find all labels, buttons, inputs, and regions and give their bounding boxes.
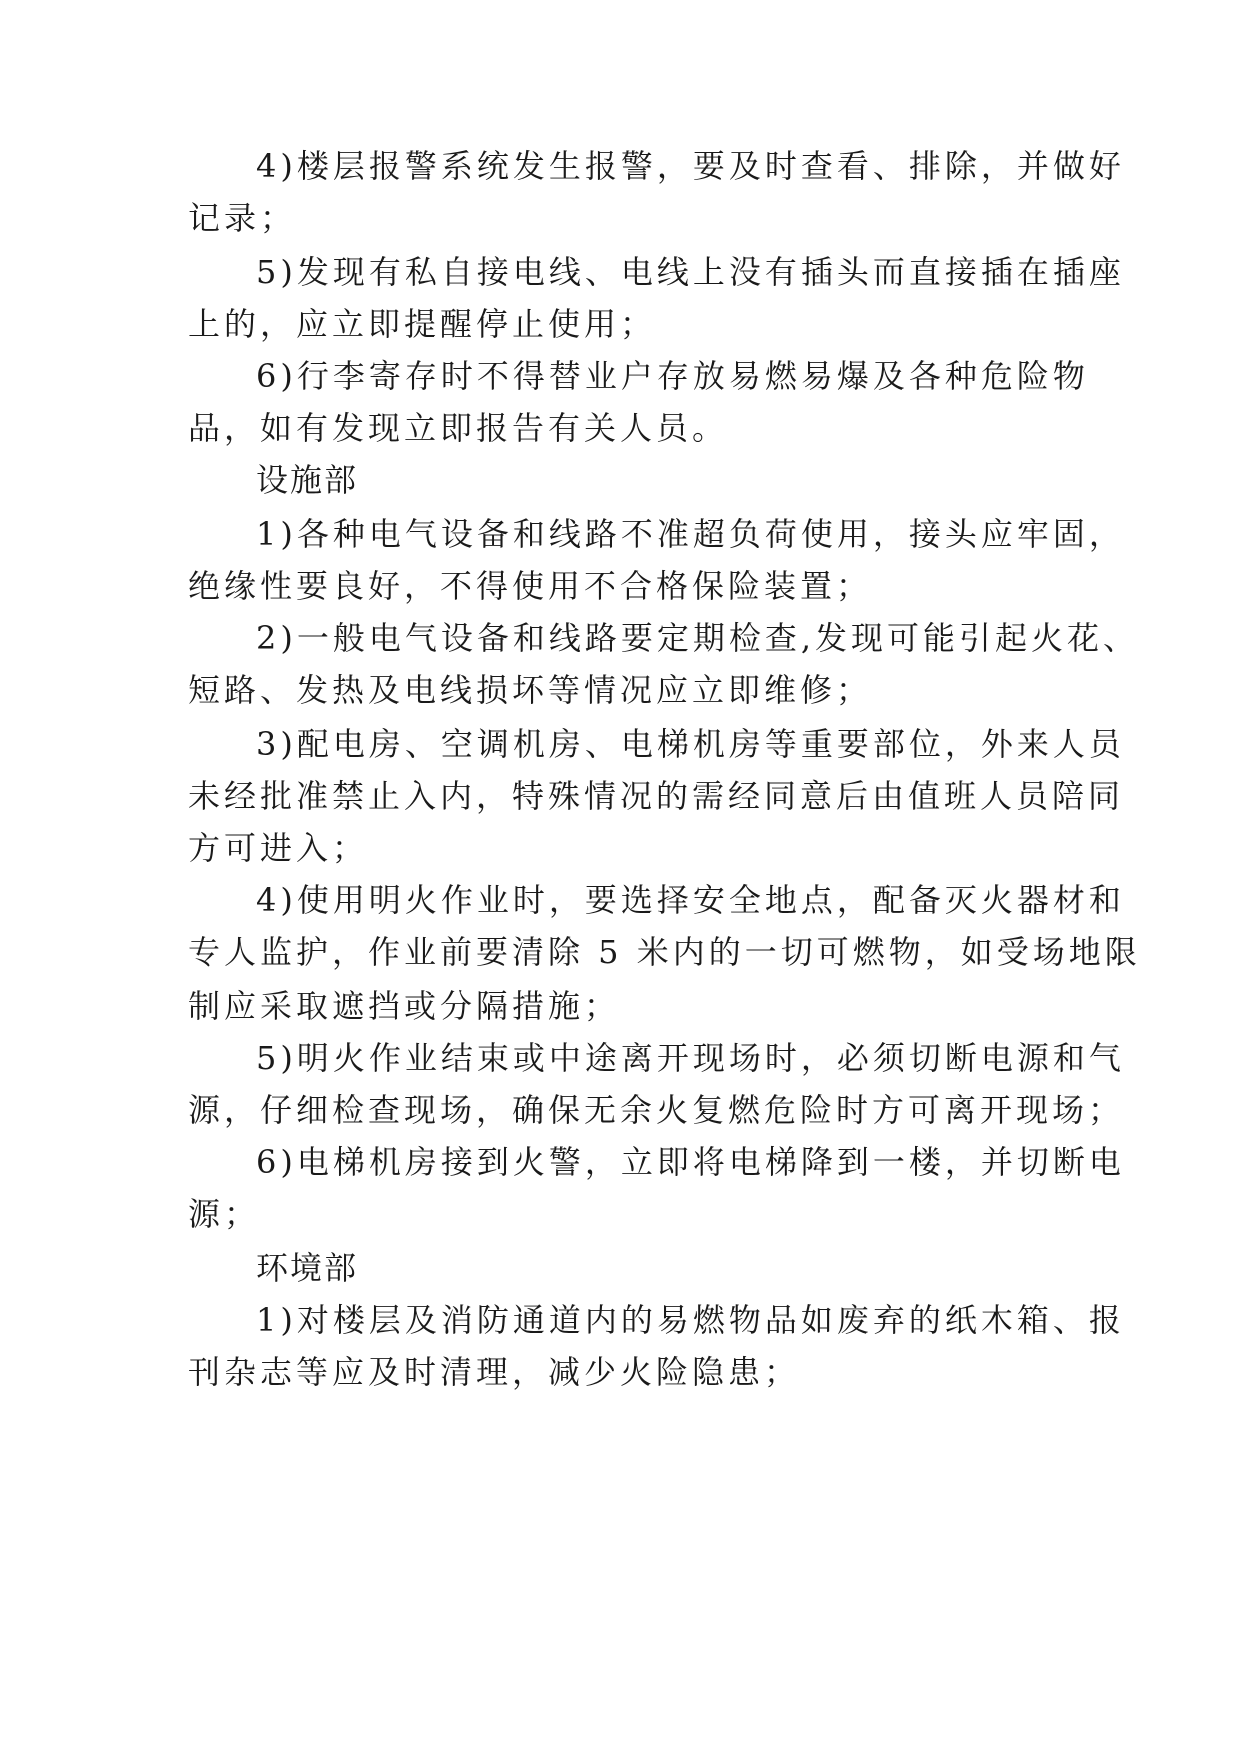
text-line: 刊杂志等应及时清理，减少火险隐患； bbox=[188, 1353, 801, 1391]
section-heading: 设施部 bbox=[256, 461, 359, 499]
text-line: 上的，应立即提醒停止使用； bbox=[188, 305, 657, 343]
text-line: 3)配电房、空调机房、电梯机房等重要部位，外来人员 bbox=[256, 725, 1125, 763]
text-line: 品，如有发现立即报告有关人员。 bbox=[188, 409, 729, 447]
text-line: 源，仔细检查现场，确保无余火复燃危险时方可离开现场； bbox=[188, 1091, 1125, 1129]
text-line: 方可进入； bbox=[188, 829, 369, 867]
text-line: 5)明火作业结束或中途离开现场时，必须切断电源和气 bbox=[256, 1039, 1125, 1077]
text-line: 2)一般电气设备和线路要定期检查,发现可能引起火花、 bbox=[256, 619, 1140, 657]
text-line: 4)楼层报警系统发生报警，要及时查看、排除，并做好 bbox=[256, 147, 1125, 185]
text-line: 短路、发热及电线损坏等情况应立即维修； bbox=[188, 671, 873, 709]
text-line: 5)发现有私自接电线、电线上没有插头而直接插在插座 bbox=[256, 253, 1125, 291]
text-line: 制应采取遮挡或分隔措施； bbox=[188, 987, 621, 1025]
text-line: 绝缘性要良好，不得使用不合格保险装置； bbox=[188, 567, 873, 605]
text-line: 1)对楼层及消防通道内的易燃物品如废弃的纸木箱、报 bbox=[256, 1301, 1125, 1339]
text-line: 专人监护，作业前要清除 5 米内的一切可燃物，如受场地限 bbox=[188, 933, 1141, 971]
text-line: 6)行李寄存时不得替业户存放易燃易爆及各种危险物 bbox=[256, 357, 1089, 395]
text-line: 1)各种电气设备和线路不准超负荷使用，接头应牢固， bbox=[256, 515, 1125, 553]
text-line: 4)使用明火作业时，要选择安全地点，配备灭火器材和 bbox=[256, 881, 1125, 919]
text-line: 未经批准禁止入内，特殊情况的需经同意后由值班人员陪同 bbox=[188, 777, 1125, 815]
text-line: 记录； bbox=[188, 199, 297, 237]
text-line: 源； bbox=[188, 1195, 261, 1233]
text-line: 6)电梯机房接到火警，立即将电梯降到一楼，并切断电 bbox=[256, 1143, 1125, 1181]
section-heading: 环境部 bbox=[256, 1249, 359, 1287]
